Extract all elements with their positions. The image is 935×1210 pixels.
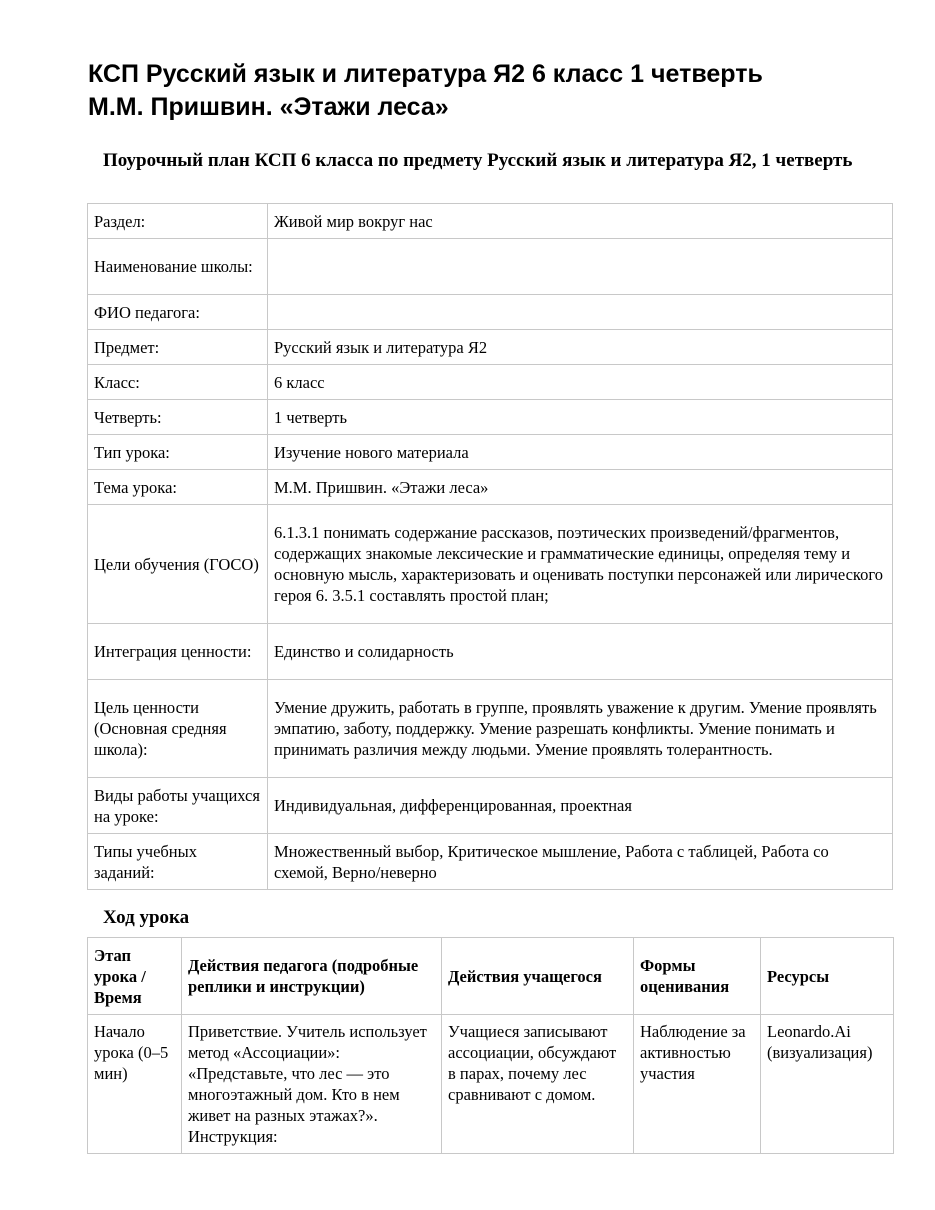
info-row-lesson-type [88, 435, 893, 470]
info-label: ФИО педагога: [88, 295, 268, 330]
info-value: Индивидуальная, дифференцированная, проектная [268, 778, 893, 834]
info-value: М.М. Пришвин. «Этажи леса» [268, 470, 893, 505]
info-row-grade [88, 365, 893, 400]
document-title [88, 58, 888, 124]
lesson-progress-table [87, 937, 894, 1154]
info-label: Цели обучения (ГОСО) [88, 505, 268, 624]
info-label: Раздел: [88, 204, 268, 239]
column-header-assessment: Формы оценивания [634, 938, 761, 1015]
info-value [268, 239, 893, 295]
info-value: Изучение нового материала [268, 435, 893, 470]
info-row-subject [88, 330, 893, 365]
column-header-stage: Этап урока / Время [88, 938, 182, 1015]
info-label: Класс: [88, 365, 268, 400]
document-title-line-1: КСП Русский язык и литература Я2 6 класс 1 четверть [88, 60, 763, 88]
info-label: Интеграция ценности: [88, 624, 268, 680]
info-value: Умение дружить, работать в группе, проявлять уважение к другим. Умение проявлять эмпатию, заботу, поддержку. Умение разрешать конфликты. Умение понимать и принимать различия между людьми. Умение проявлять толерантность. [268, 680, 893, 778]
info-value: 6 класс [268, 365, 893, 400]
cell-stage: Начало урока (0–5 мин) [88, 1015, 182, 1154]
cell-resources: Leonardo.Ai (визуализация) [761, 1015, 894, 1154]
lesson-info-table [87, 203, 893, 890]
info-row-value-integration [88, 624, 893, 680]
column-header-teacher-actions: Действия педагога (подробные реплики и инструкции) [182, 938, 442, 1015]
info-row-task-types [88, 834, 893, 890]
cell-teacher-actions: Приветствие. Учитель использует метод «Ассоциации»: «Представьте, что лес — это многоэтажный дом. Кто в нем живет на разных этажах?». Инструкция: [182, 1015, 442, 1154]
info-value: 1 четверть [268, 400, 893, 435]
column-header-resources: Ресурсы [761, 938, 894, 1015]
column-header-student-actions: Действия учащегося [442, 938, 634, 1015]
info-label: Наименование школы: [88, 239, 268, 295]
info-label: Предмет: [88, 330, 268, 365]
info-row-school [88, 239, 893, 295]
info-label: Типы учебных заданий: [88, 834, 268, 890]
lesson-header-row [88, 938, 894, 1015]
info-label: Четверть: [88, 400, 268, 435]
plan-heading: Поурочный план КСП 6 класса по предмету Русский язык и литература Я2, 1 четверть [103, 150, 853, 171]
info-value: 6.1.3.1 понимать содержание рассказов, поэтических произведений/фрагментов, содержащих знакомые лексические и грамматические единицы, определяя тему и основную мысль, характеризовать и оценивать поступки персонажей или лирического героя 6. 3.5.1 составлять простой план; [268, 505, 893, 624]
info-row-lesson-topic [88, 470, 893, 505]
table-row [88, 1015, 894, 1154]
info-row-quarter [88, 400, 893, 435]
info-label: Виды работы учащихся на уроке: [88, 778, 268, 834]
document-title-line-2: М.М. Пришвин. «Этажи леса» [88, 93, 449, 121]
info-row-teacher [88, 295, 893, 330]
lesson-progress-heading: Ход урока [103, 907, 190, 928]
info-label: Тема урока: [88, 470, 268, 505]
info-value: Русский язык и литература Я2 [268, 330, 893, 365]
info-value: Живой мир вокруг нас [268, 204, 893, 239]
info-value: Множественный выбор, Критическое мышление, Работа с таблицей, Работа со схемой, Верно/неверно [268, 834, 893, 890]
cell-student-actions: Учащиеся записывают ассоциации, обсуждают в парах, почему лес сравнивают с домом. [442, 1015, 634, 1154]
info-label: Цель ценности (Основная средняя школа): [88, 680, 268, 778]
cell-assessment: Наблюдение за активностью участия [634, 1015, 761, 1154]
info-row-learning-goals [88, 505, 893, 624]
info-value [268, 295, 893, 330]
info-label: Тип урока: [88, 435, 268, 470]
info-value: Единство и солидарность [268, 624, 893, 680]
info-row-value-goal [88, 680, 893, 778]
info-row-section [88, 204, 893, 239]
info-row-work-types [88, 778, 893, 834]
